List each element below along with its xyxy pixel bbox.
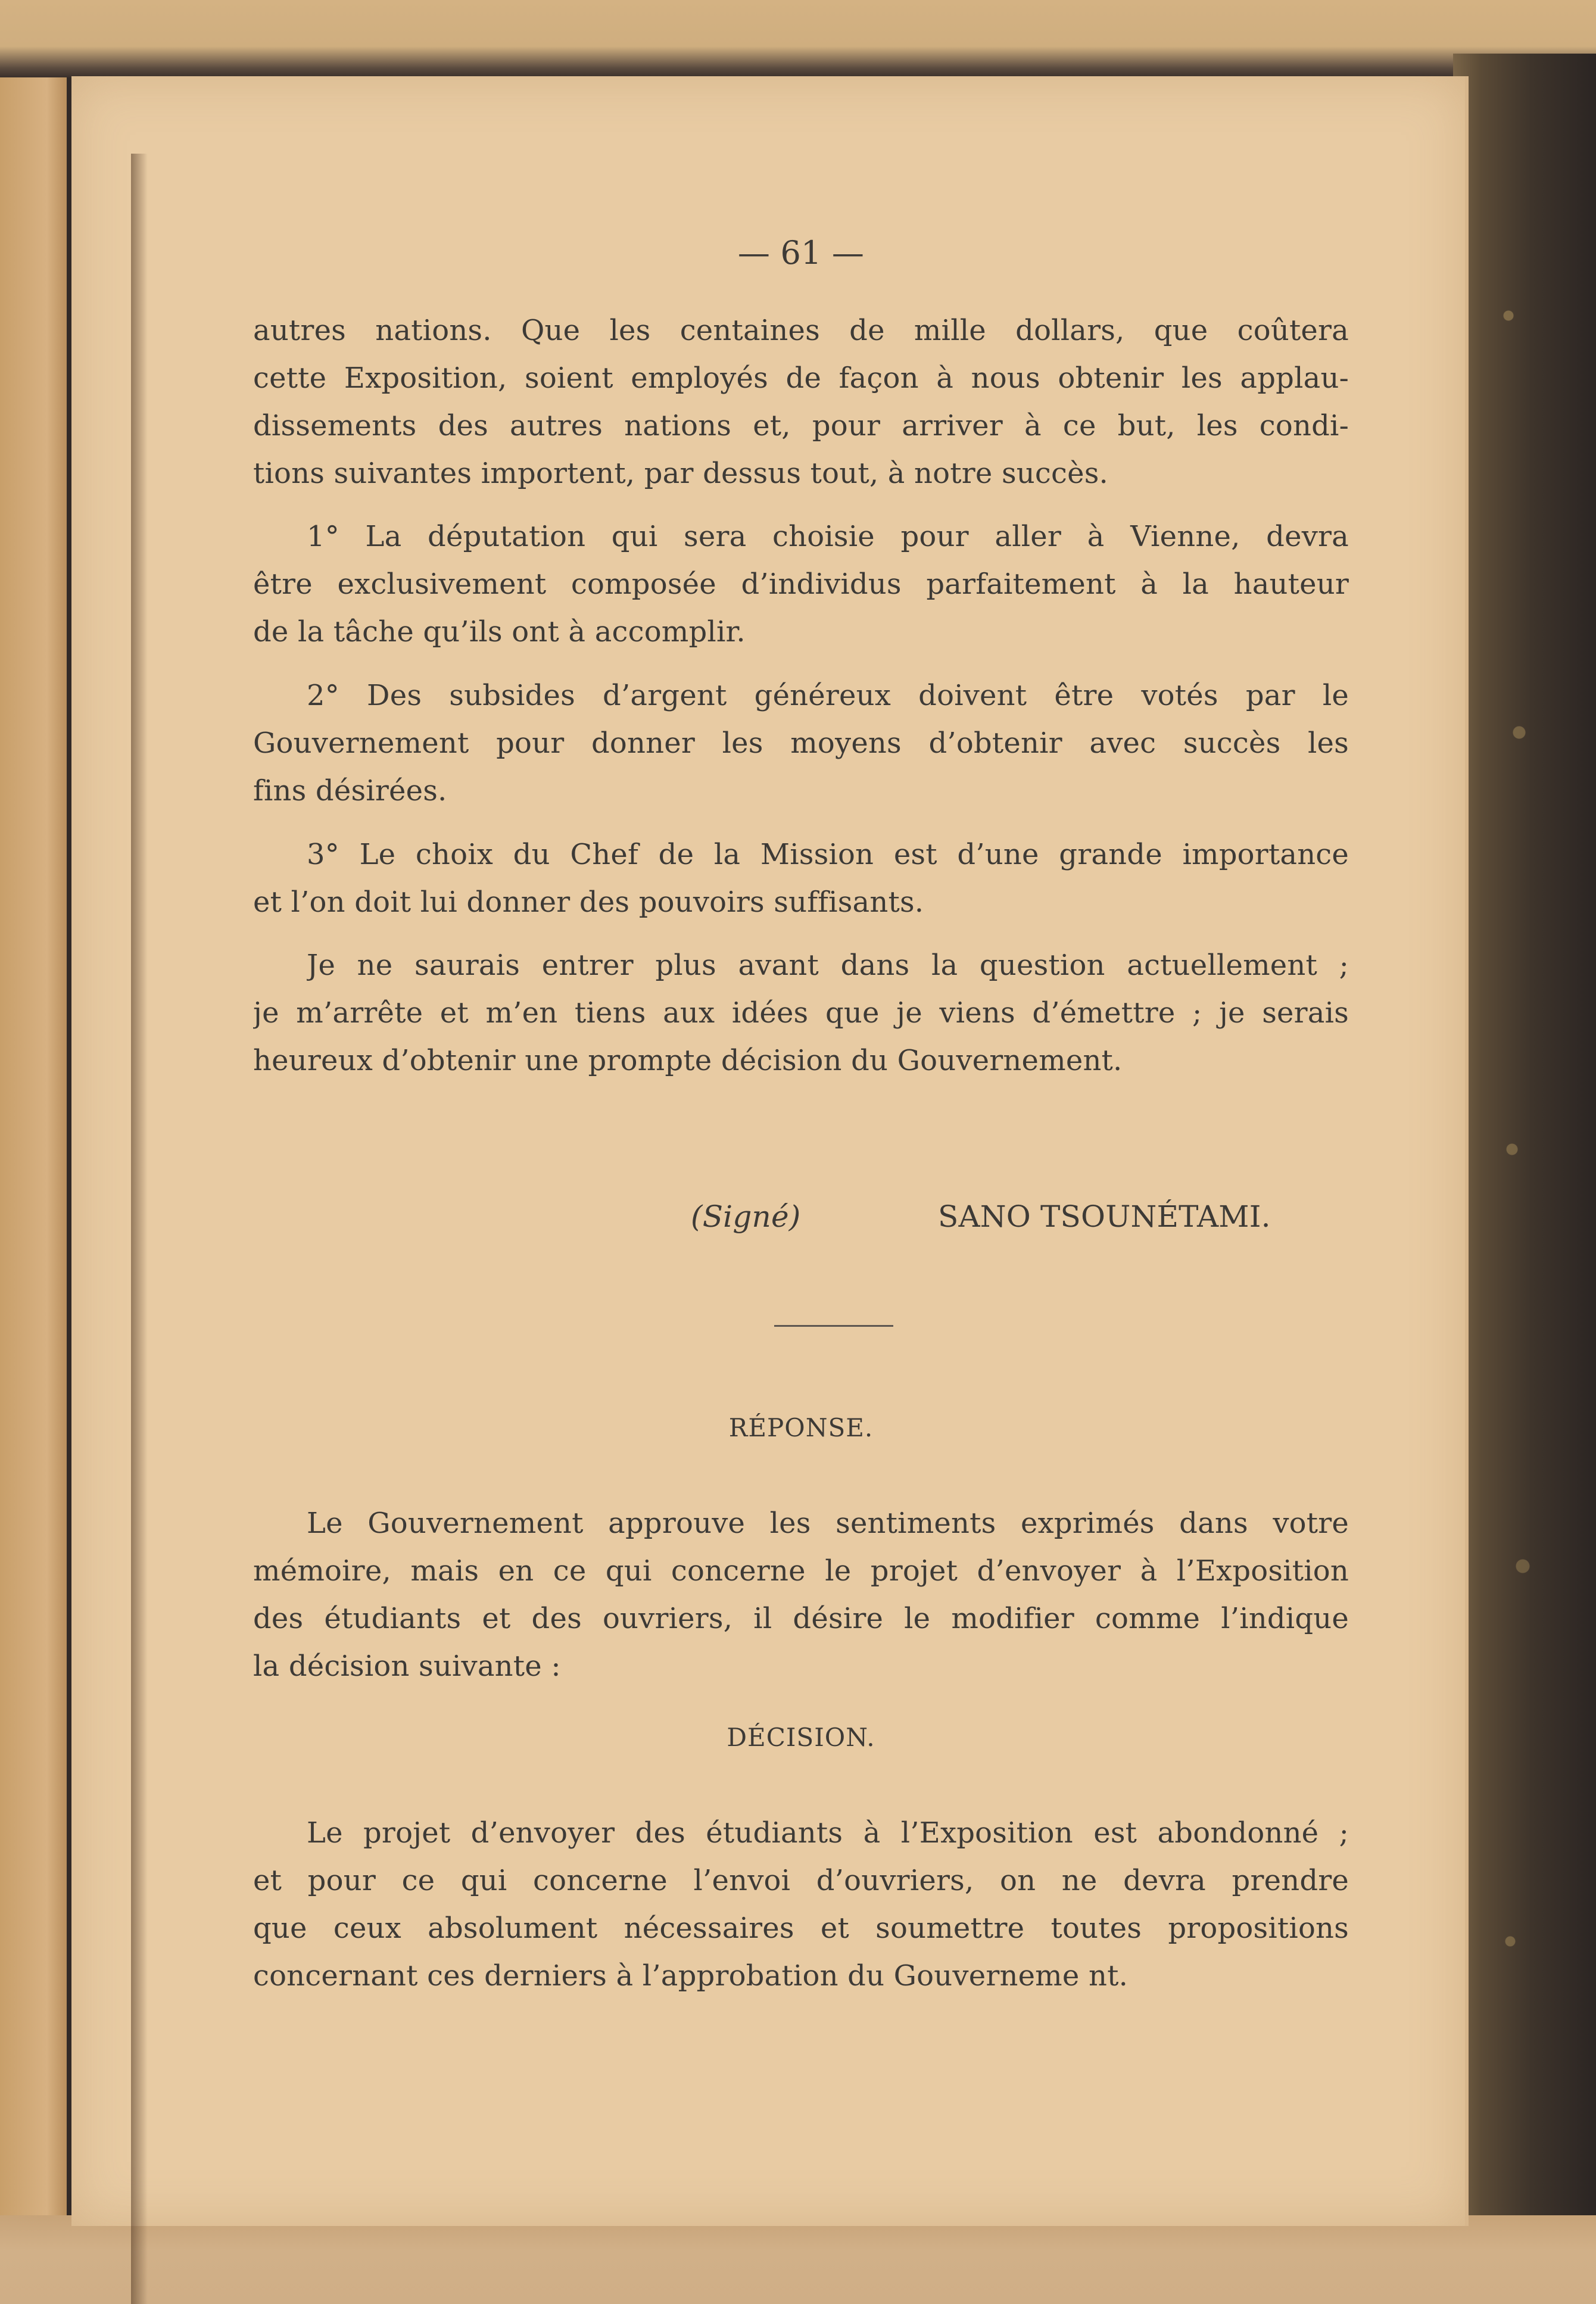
marbled-cover-pattern <box>1498 107 1533 2191</box>
text-line: fins désirées. <box>253 774 447 808</box>
text-line: 3° Le choix du Chef de la Mission est d’une grande importance <box>307 838 1349 871</box>
signatory-name: SANO TSOUNÉTAMI. <box>938 1199 1271 1234</box>
text-line: que ceux absolument nécessaires et soumettre toutes propositions <box>253 1912 1349 1945</box>
text-line: 2° Des subsides d’argent généreux doivent être votés par le <box>307 679 1349 712</box>
text-line: heureux d’obtenir une prompte décision du Gouvernement. <box>253 1044 1123 1077</box>
signature-line <box>253 1190 1349 1243</box>
text-line: mémoire, mais en ce qui concerne le projet d’envoyer à l’Exposition <box>253 1554 1349 1588</box>
text-line: et l’on doit lui donner des pouvoirs suffisants. <box>253 886 924 919</box>
top-page-edge <box>0 0 1596 77</box>
text-line: Je ne saurais entrer plus avant dans la question actuellement ; <box>307 949 1349 982</box>
text-line: dissements des autres nations et, pour arriver à ce but, les condi- <box>253 409 1349 442</box>
text-line: Le projet d’envoyer des étudiants à l’Exposition est abondonné ; <box>307 1816 1349 1850</box>
text-line: 1° La députation qui sera choisie pour aller à Vienne, devra <box>307 520 1349 553</box>
facing-page-edge <box>0 77 67 2304</box>
text-line: et pour ce qui concerne l’envoi d’ouvriers, on ne devra prendre <box>253 1864 1349 1897</box>
reponse-heading: RÉPONSE. <box>728 1413 874 1442</box>
page-number: — 61 — <box>737 234 865 272</box>
bottom-page-edge <box>0 2215 1596 2304</box>
text-line: être exclusivement composée d’individus parfaitement à la hauteur <box>253 568 1349 601</box>
text-line: Le Gouvernement approuve les sentiments exprimés dans votre <box>307 1507 1349 1540</box>
text-line: concernant ces derniers à l’approbation du Gouverneme nt. <box>253 1959 1129 1993</box>
text-line: Gouvernement pour donner les moyens d’obtenir avec succès les <box>253 727 1349 760</box>
gutter-shadow <box>131 154 148 2304</box>
text-line: la décision suivante : <box>253 1650 561 1683</box>
text-line: des étudiants et des ouvriers, il désire le modifier comme l’indique <box>253 1602 1349 1635</box>
book-page <box>71 76 1469 2226</box>
text-line: tions suivantes importent, par dessus tout, à notre succès. <box>253 457 1108 490</box>
decision-heading: DÉCISION. <box>727 1723 875 1752</box>
text-line: cette Exposition, soient employés de façon à nous obtenir les applau- <box>253 361 1349 395</box>
text-line: autres nations. Que les centaines de mille dollars, que coûtera <box>253 314 1349 347</box>
text-line: je m’arrête et m’en tiens aux idées que je viens d’émettre ; je serais <box>253 996 1349 1030</box>
section-divider <box>774 1325 893 1327</box>
text-line: de la tâche qu’ils ont à accomplir. <box>253 615 746 649</box>
signature-label: (Signé) <box>691 1199 801 1234</box>
